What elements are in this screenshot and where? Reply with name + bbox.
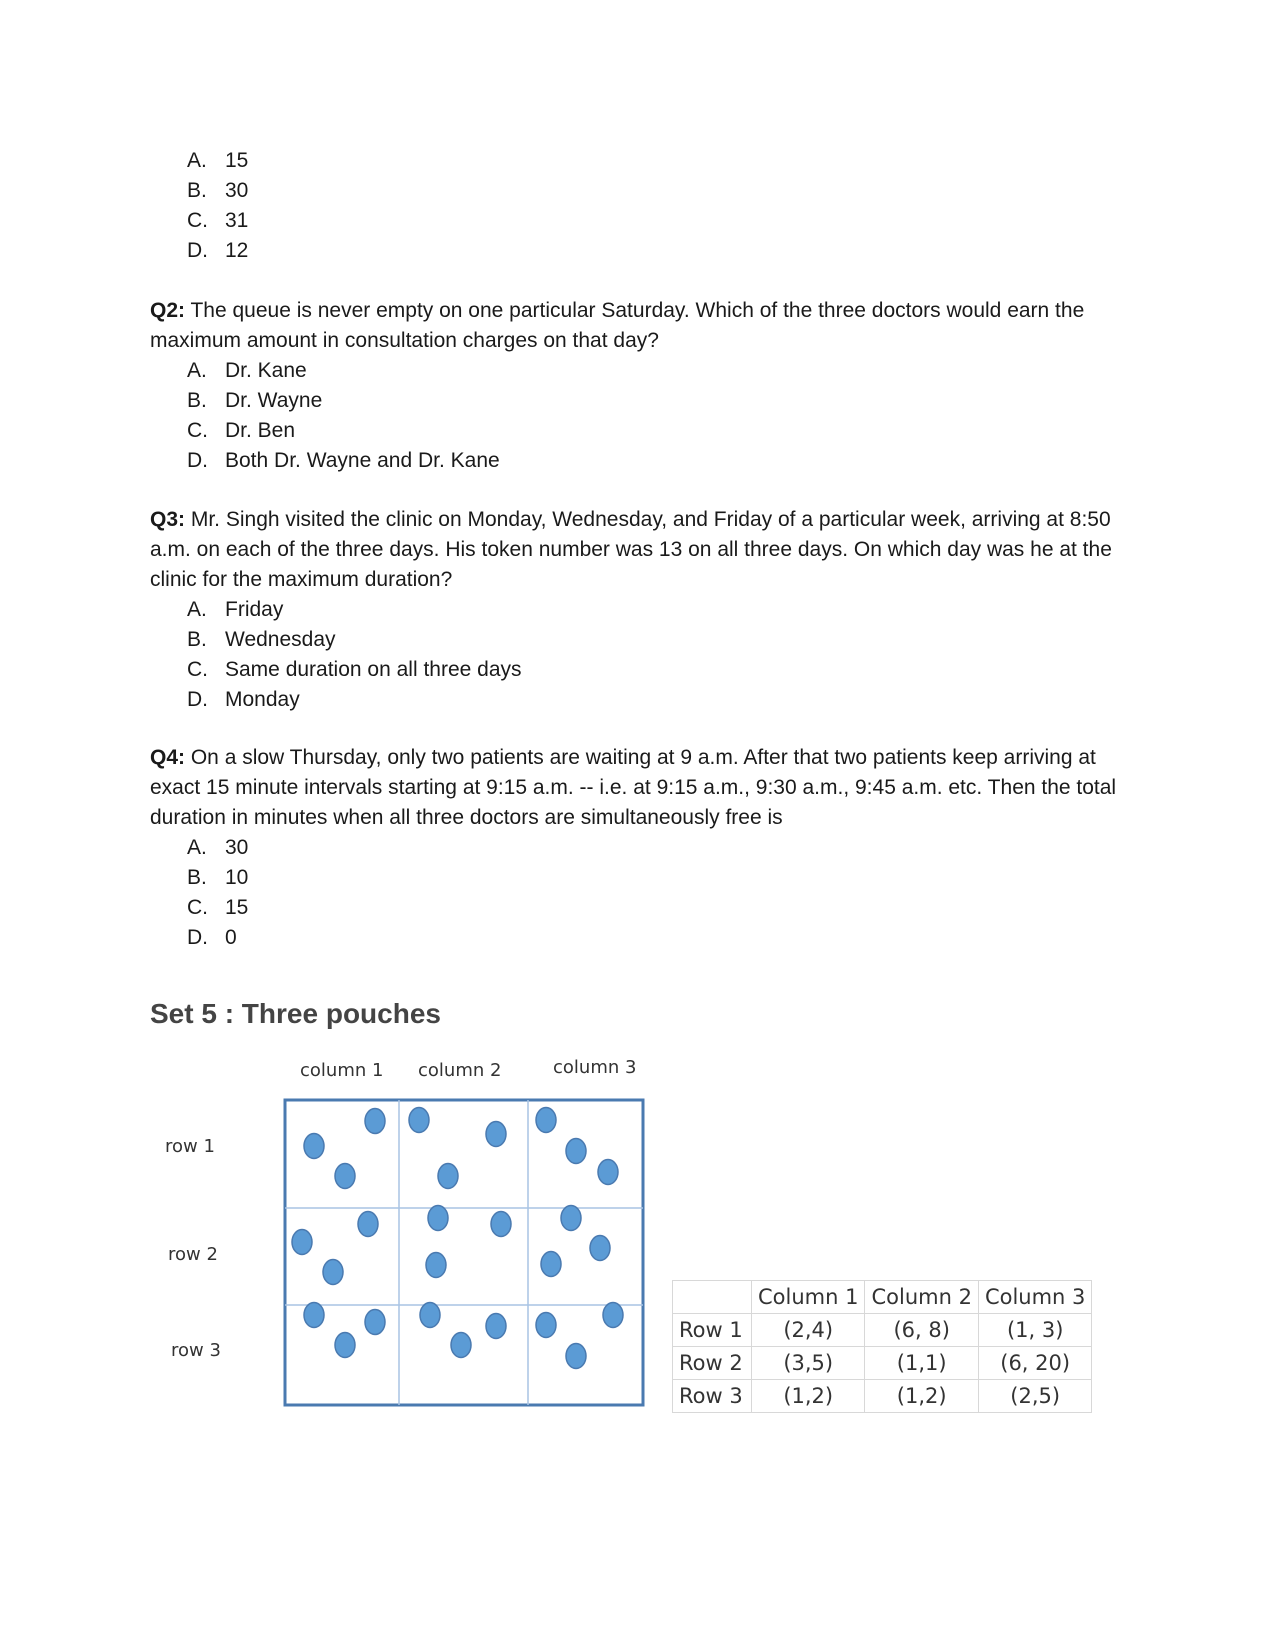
q4-label: Q4: xyxy=(150,746,186,769)
pouch-marker xyxy=(541,1252,561,1277)
q3-option-a: A. Friday xyxy=(187,598,284,621)
q3-question xyxy=(150,505,1130,595)
pouch-marker xyxy=(598,1160,618,1185)
pouch-marker xyxy=(536,1313,556,1338)
q2-option-a: A. Dr. Kane xyxy=(187,359,307,382)
pouch-marker xyxy=(358,1212,378,1237)
pouch-grid-figure xyxy=(150,1048,670,1418)
pouch-marker xyxy=(292,1230,312,1255)
q1-option-c: C. 31 xyxy=(187,209,249,232)
pouch-pair-table xyxy=(672,1280,1092,1413)
pouch-marker xyxy=(603,1303,623,1328)
table-corner-cell xyxy=(673,1281,752,1314)
table-cell: (2,4) xyxy=(752,1314,865,1347)
pouch-marker xyxy=(304,1134,324,1159)
pouch-marker xyxy=(536,1108,556,1133)
pouch-marker xyxy=(409,1108,429,1133)
q4-option-c: C. 15 xyxy=(187,896,249,919)
table-cell: (1,2) xyxy=(865,1380,978,1413)
q4-question xyxy=(150,743,1130,833)
table-row-label: Row 2 xyxy=(673,1347,752,1380)
pouch-marker xyxy=(428,1206,448,1231)
pouch-marker xyxy=(566,1139,586,1164)
pouch-marker xyxy=(438,1164,458,1189)
pouch-marker xyxy=(486,1314,506,1339)
q4-options xyxy=(187,833,248,953)
q3-label: Q3: xyxy=(150,508,186,531)
q1-option-d: D. 12 xyxy=(187,239,249,262)
row-label-3: row 3 xyxy=(171,1340,221,1361)
pouch-marker xyxy=(365,1310,385,1335)
q4-option-b: B. 10 xyxy=(187,866,249,889)
row-label-2: row 2 xyxy=(168,1244,218,1265)
pouch-marker xyxy=(323,1260,343,1285)
q3-text: Mr. Singh visited the clinic on Monday, Wednesday, and Friday of a particular week, arriving at 8:50 a.m. on each of the three days. His token number was 13 on all three days. On which day was he at the clinic for the maximum duration? xyxy=(150,508,1112,591)
pouch-marker xyxy=(335,1164,355,1189)
q2-option-c: C. Dr. Ben xyxy=(187,419,296,442)
table-cell: (1,1) xyxy=(865,1347,978,1380)
pouch-marker xyxy=(451,1333,471,1358)
pouch-marker xyxy=(420,1303,440,1328)
table-cell: (2,5) xyxy=(978,1380,1091,1413)
q2-question xyxy=(150,296,1130,356)
q2-option-d: D. Both Dr. Wayne and Dr. Kane xyxy=(187,449,500,472)
q3-options xyxy=(187,595,522,715)
q4-option-a: A. 30 xyxy=(187,836,249,859)
pouch-marker xyxy=(590,1236,610,1261)
table-cell: (3,5) xyxy=(752,1347,865,1380)
pouch-marker xyxy=(561,1206,581,1231)
table-row-label: Row 1 xyxy=(673,1314,752,1347)
q4-option-d: D. 0 xyxy=(187,926,237,949)
table-row-label: Row 3 xyxy=(673,1380,752,1413)
table-header-col-3: Column 3 xyxy=(978,1281,1091,1314)
q2-text: The queue is never empty on one particular Saturday. Which of the three doctors would earn the maximum amount in consultation charges on that day? xyxy=(150,299,1085,352)
table-row xyxy=(673,1314,1092,1347)
table-cell: (1,2) xyxy=(752,1380,865,1413)
q4-text: On a slow Thursday, only two patients are waiting at 9 a.m. After that two patients keep arriving at exact 15 minute intervals starting at 9:15 a.m. -- i.e. at 9:15 a.m., 9:30 a.m., 9:45 a.m. etc. Then the total duration in minutes when all three doctors are simultaneously free is xyxy=(150,746,1117,829)
pouch-marker xyxy=(426,1253,446,1278)
pouch-marker xyxy=(566,1344,586,1369)
table-header-col-1: Column 1 xyxy=(752,1281,865,1314)
q1-option-b: B. 30 xyxy=(187,179,249,202)
table-header-col-2: Column 2 xyxy=(865,1281,978,1314)
pouch-marker xyxy=(335,1333,355,1358)
pouch-marker xyxy=(304,1303,324,1328)
row-label-1: row 1 xyxy=(165,1136,215,1157)
pouch-marker xyxy=(365,1109,385,1134)
q2-options xyxy=(187,356,500,476)
q3-option-b: B. Wednesday xyxy=(187,628,336,651)
grid-outer-border xyxy=(285,1100,643,1405)
pouch-marker xyxy=(486,1122,506,1147)
table-header-row xyxy=(673,1281,1092,1314)
q2-option-b: B. Dr. Wayne xyxy=(187,389,323,412)
table-row xyxy=(673,1380,1092,1413)
table-cell: (6, 8) xyxy=(865,1314,978,1347)
pouch-marker xyxy=(491,1212,511,1237)
q3-option-c: C. Same duration on all three days xyxy=(187,658,522,681)
table-cell: (6, 20) xyxy=(978,1347,1091,1380)
set5-heading: Set 5 : Three pouches xyxy=(150,998,441,1029)
column-label-1: column 1 xyxy=(300,1060,384,1081)
column-label-2: column 2 xyxy=(418,1060,502,1081)
q3-option-d: D. Monday xyxy=(187,688,300,711)
table-row xyxy=(673,1347,1092,1380)
column-label-3: column 3 xyxy=(553,1057,637,1078)
table-cell: (1, 3) xyxy=(978,1314,1091,1347)
q1-option-a: A. 15 xyxy=(187,149,249,172)
q2-label: Q2: xyxy=(150,299,186,322)
q1-options xyxy=(187,146,248,266)
